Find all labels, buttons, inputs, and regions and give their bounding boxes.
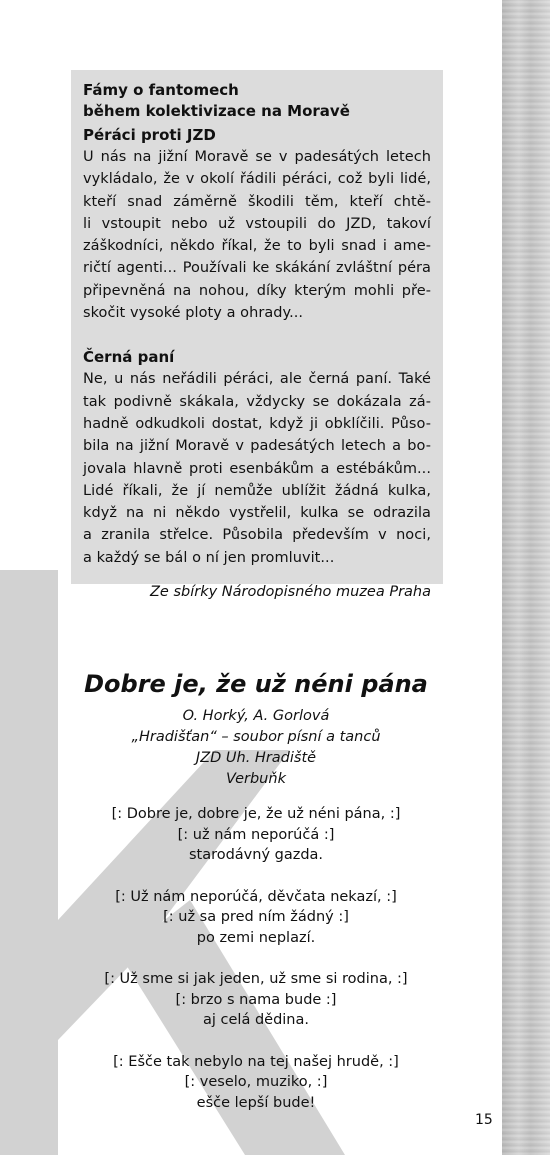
song-credit-authors: O. Horký, A. Gorlová <box>182 708 330 724</box>
verse <box>60 969 452 1031</box>
verse-line: [: Už nám neporúčá, děvčata nekazí, :] <box>115 888 397 905</box>
text-line: když na ni někdo vystřelil, kulka se odrazila <box>83 505 431 522</box>
text-line: a zranila střelce. Působila především v noci, <box>83 527 431 544</box>
section-text-peraci <box>83 146 431 324</box>
source-attribution: Ze sbírky Národopisného muzea Praha <box>149 584 431 601</box>
verse-line: aj celá dědina. <box>203 1012 309 1028</box>
text-line: kteří snad záměrně škodili těm, kteří chtě- <box>83 193 431 210</box>
song-credit-dance-type: Verbuňk <box>226 771 286 787</box>
song-credit-cooperative: JZD Uh. Hradiště <box>195 750 317 766</box>
section-heading-cerna-pani: Černá paní <box>83 348 175 367</box>
verse-line: [: Dobre je, dobre je, že už néni pána, :] <box>111 806 401 822</box>
verse-line: [: už sa pred ním žádný :] <box>163 909 349 925</box>
verse-line: [: veselo, muziko, :] <box>184 1074 328 1090</box>
text-line: U nás na jižní Moravě se v padesátých letech <box>83 149 431 165</box>
text-line: skočit vysoké ploty a ohrady... <box>83 305 304 322</box>
verse-line: ešče lepší bude! <box>196 1094 316 1111</box>
verse-line: [: Už sme si jak jeden, už sme si rodina, :] <box>104 971 408 987</box>
section-text-cerna-pani <box>83 368 431 569</box>
text-line: Ne, u nás neřádili péráci, ale černá paní. Také <box>83 371 431 388</box>
verse-line: po zemi neplazí. <box>196 929 316 946</box>
verse-line: [: brzo s nama bude :] <box>175 991 337 1008</box>
box-title-line-1: Fámy o fantomech <box>83 81 239 99</box>
text-line: Lidé říkali, že jí nemůže ublížit žádná kulka, <box>83 482 431 499</box>
song-credit-ensemble: „Hradišťan“ – soubor písní a tanců <box>131 729 381 745</box>
verse-line: [: Ešče tak nebylo na tej našej hrudě, :] <box>113 1053 399 1070</box>
text-line: vykládalo, že v okolí řádili péráci, což byli lidé, <box>83 171 431 188</box>
song-verses <box>60 804 452 1113</box>
page-number: 15 <box>475 1112 493 1128</box>
text-line: li vstoupit nebo už vstoupili do JZD, takoví <box>83 215 431 232</box>
text-line: záškodníci, někdo říkal, že to byli snad i ame- <box>83 238 431 255</box>
verse <box>60 804 452 866</box>
verse-line: starodávný gazda. <box>188 847 324 863</box>
text-line: bila na jižní Moravě v padesátých letech a bo- <box>83 438 431 455</box>
verse <box>60 887 452 949</box>
text-line: ričtí agenti... Používali ke skákání zvláštní péra <box>83 260 431 277</box>
folklore-sidebar-box <box>71 70 443 601</box>
text-line: hadně odkudkoli dostat, když ji obklíčili. Půso- <box>83 415 431 432</box>
text-line: tak podivně skákala, vždycky se dokázala zá- <box>83 393 431 410</box>
song-lyrics-section <box>60 662 452 1134</box>
side-texture-strip <box>502 0 550 1155</box>
text-line: připevněná na nohou, díky kterým mohli pře- <box>83 282 431 299</box>
box-title-line-2: během kolektivizace na Moravě <box>83 102 350 120</box>
section-heading-peraci: Péráci proti JZD <box>83 126 216 144</box>
verse-line: [: už nám neporúčá :] <box>177 826 335 843</box>
song-title: Dobre je, že už néni pána <box>84 670 428 698</box>
text-line: a každý se bál o ní jen promluvit... <box>83 549 335 566</box>
text-line: jovala hlavně proti esenbákům a estébákům... <box>83 460 431 477</box>
verse <box>60 1052 452 1114</box>
